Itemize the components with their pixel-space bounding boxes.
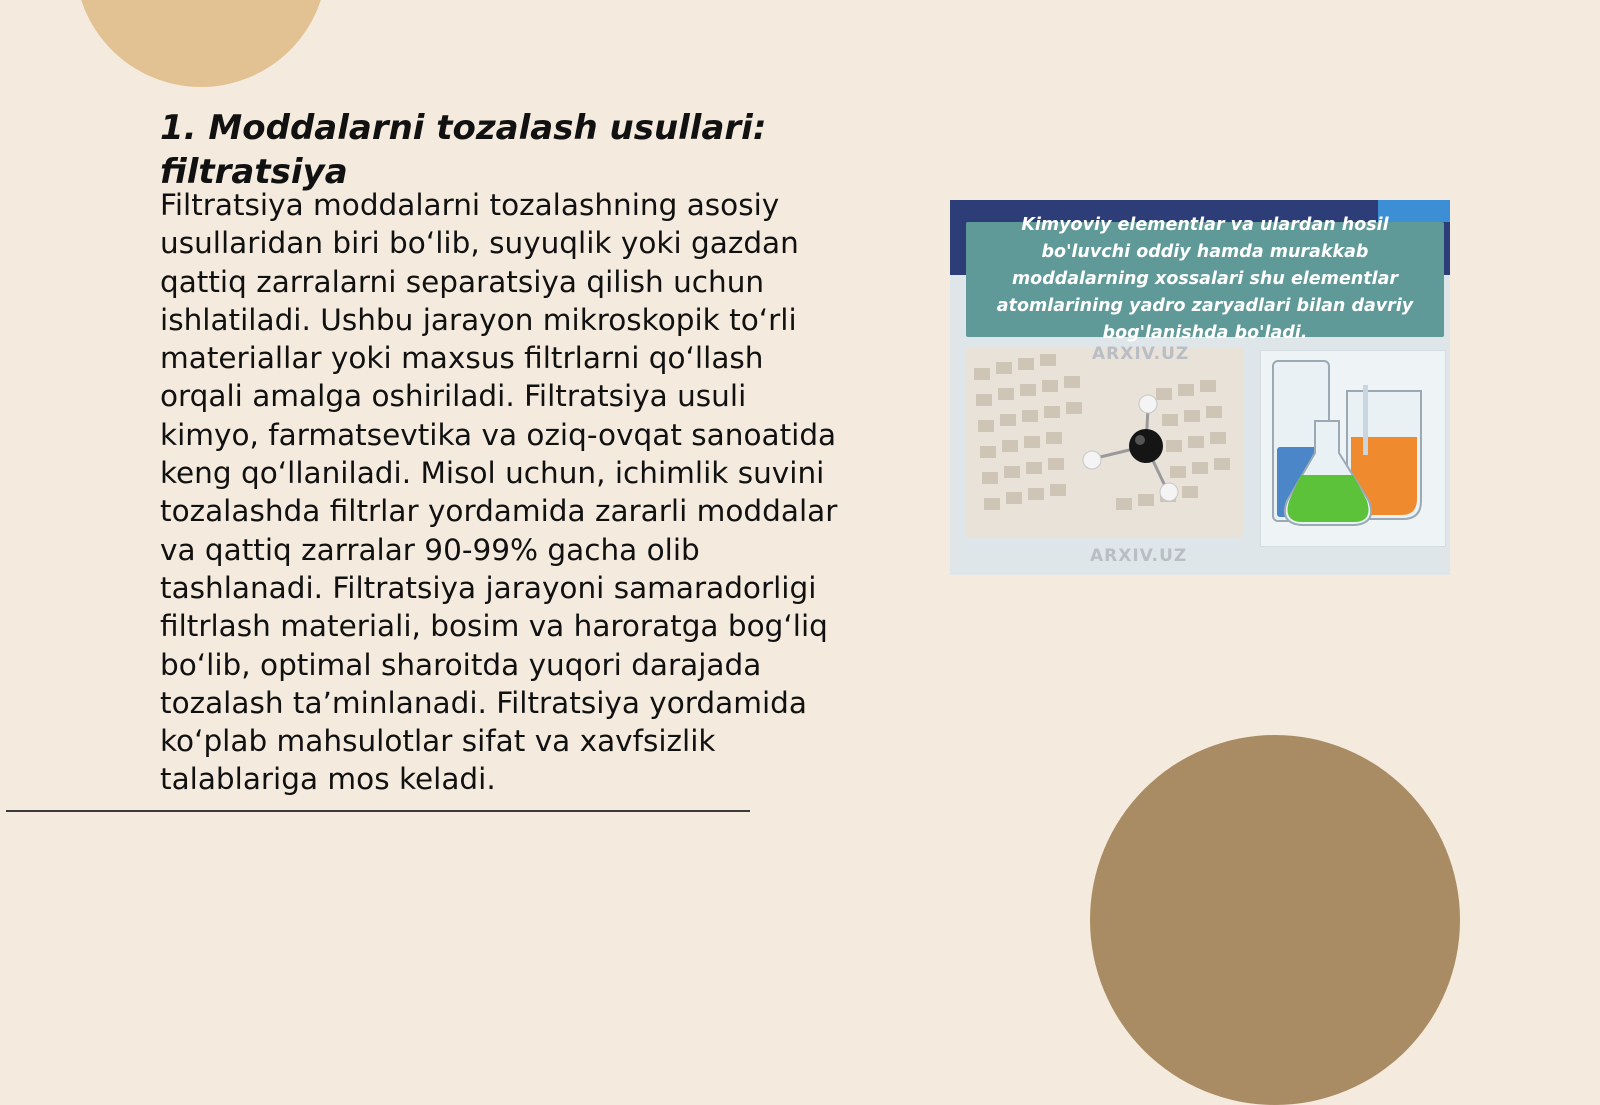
glassware-drawing [1261, 351, 1445, 546]
image-caption-box [966, 215, 1444, 343]
periodic-table-photo [966, 348, 1244, 538]
chemistry-image [950, 200, 1450, 575]
watermark-bottom: ARXIV.UZ [1090, 546, 1188, 566]
lab-glassware-illustration [1260, 350, 1446, 547]
image-caption: Kimyoviy elementlar va ulardan hosil bo'luvchi oddiy hamda murakkab moddalarning xossalari shu elementlar atomlarining yadro zaryadlari bilan davriy bog'lanishda bo'ladi. [996, 215, 1414, 343]
decorative-circle-bottom [1090, 735, 1460, 1105]
decorative-circle-top [75, 0, 327, 87]
slide-title: 1. Moddalarni tozalash usullari: filtratsiya [160, 108, 767, 192]
watermark-top: ARXIV.UZ [1092, 344, 1190, 364]
divider-line [6, 810, 750, 812]
slide-body-text: Filtratsiya moddalarni tozalashning asosiy usullaridan biri bo‘lib, suyuqlik yoki gazdan qattiq zarralarni separatsiya qilish uchun ishlatiladi. Ushbu jarayon mikroskopik to‘rli materiallar yoki maxsus filtrlarni qo‘llash orqali amalga oshiriladi. Filtratsiya usuli kimyo, farmatsevtika va oziq-ovqat sanoatida keng qo‘llaniladi. Misol uchun, ichimlik suvini tozalashda filtrlar yordamida zararli moddalar va qattiq zarralar 90-99% gacha olib tashlanadi. Filtratsiya jarayoni samaradorligi filtrlash materiali, bosim va haroratga bog‘liq bo‘lib, optimal sharoitda yuqori darajada tozalash ta’minlanadi. Filtratsiya yordamida ko‘plab mahsulotlar sifat va xavfsizlik talablariga mos keladi. [160, 188, 838, 797]
periodic-table-drawing [966, 348, 1244, 538]
